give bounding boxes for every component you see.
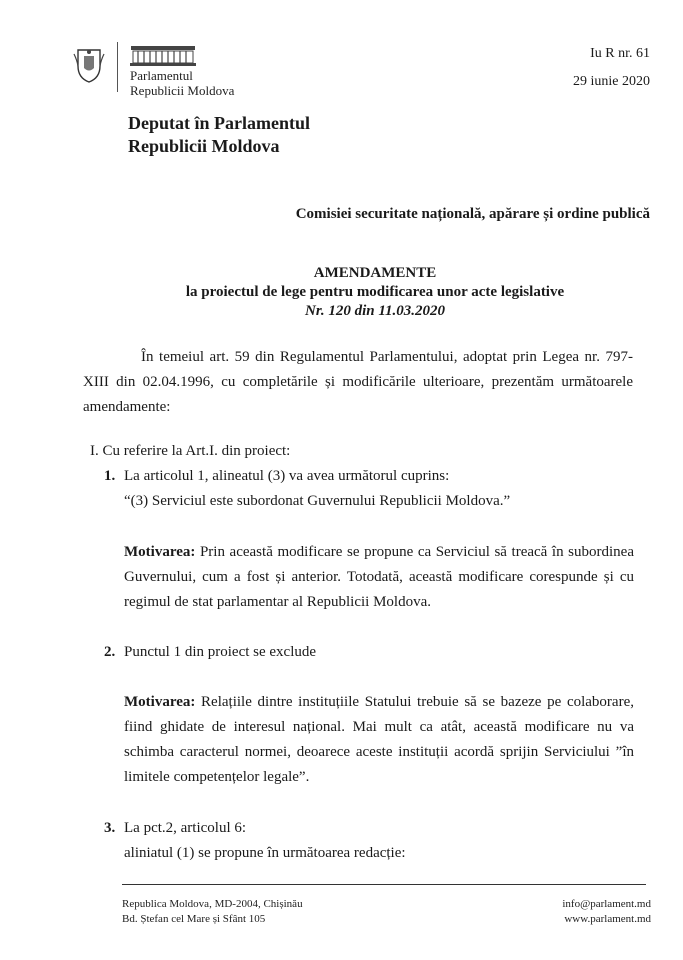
footer-address-line1: Republica Moldova, MD-2004, Chișinău [122,898,303,910]
motivation1-text: Prin această modificare se propune ca Serviciul să treacă în subordinea Guvernului, cum a fost și anterior. Totodată, această modificare corespunde și cu regimul de stat parlamentar al Republicii Moldova. [124,544,634,610]
parliament-name-line1: Parlamentul [130,68,193,83]
title-line3: Nr. 120 din 11.03.2020 [304,303,446,319]
item3-number: 3. [104,820,116,836]
item3-text: La pct.2, articolul 6: [124,820,247,836]
motivation1-label: Motivarea: [124,544,196,560]
footer-website[interactable]: www.parlament.md [564,913,651,925]
reference-number: Iu R nr. 61 [590,46,650,61]
addressee: Comisiei securitate națională, apărare și ordine publică [295,206,650,222]
parliament-building-icon [130,44,196,66]
parliament-name [130,68,234,98]
footer-address [122,897,303,927]
header-divider [117,42,118,92]
footer-contacts [562,897,651,927]
document-title [120,264,630,321]
footer-divider [122,884,646,885]
item2-number: 2. [104,644,116,660]
item1-number: 1. [104,468,116,484]
motivation2-label: Motivarea: [124,694,196,710]
item2-text: Punctul 1 din proiect se exclude [124,644,317,660]
author-title [128,112,310,158]
item3-subtext: aliniatul (1) se propune în următoarea redacție: [124,845,406,861]
author-line2: Republicii Moldova [128,136,280,156]
item1-quote: “(3) Serviciul este subordonat Guvernului Republicii Moldova.” [124,493,511,509]
footer-address-line2: Bd. Ștefan cel Mare și Sfânt 105 [122,913,266,925]
motivation2-text: Relațiile dintre instituțiile Statului trebuie să se bazeze pe colaborare, fiind ghidate de interesul național. Mai mult ca atât, această modificare nu va schimba caracterul normei, deoarece aceste instituții acordă sprijin Serviciului ”în limitele competențelor legale”. [124,694,634,785]
parliament-name-line2: Republicii Moldova [130,83,235,98]
motivation2-paragraph [124,690,634,790]
document-reference [573,40,650,96]
item1-text: La articolul 1, alineatul (3) va avea următorul cuprins: [124,468,450,484]
title-line1: AMENDAMENTE [313,265,437,281]
document-date: 29 iunie 2020 [573,74,650,89]
footer-email[interactable]: info@parlament.md [562,898,651,910]
motivation1-paragraph [124,540,634,615]
author-line1: Deputat în Parlamentul [128,113,310,133]
intro-paragraph: În temeiul art. 59 din Regulamentul Parlamentului, adoptat prin Legea nr. 797-XIII din 02.04.1996, cu completările și modificările ulterioare, prezentăm următoarele amendamente: [83,349,633,415]
coat-of-arms-icon [72,46,106,84]
section-heading: I. Cu referire la Art.I. din proiect: [90,443,291,459]
title-line2: la proiectul de lege pentru modificarea unor acte legislative [185,284,565,300]
